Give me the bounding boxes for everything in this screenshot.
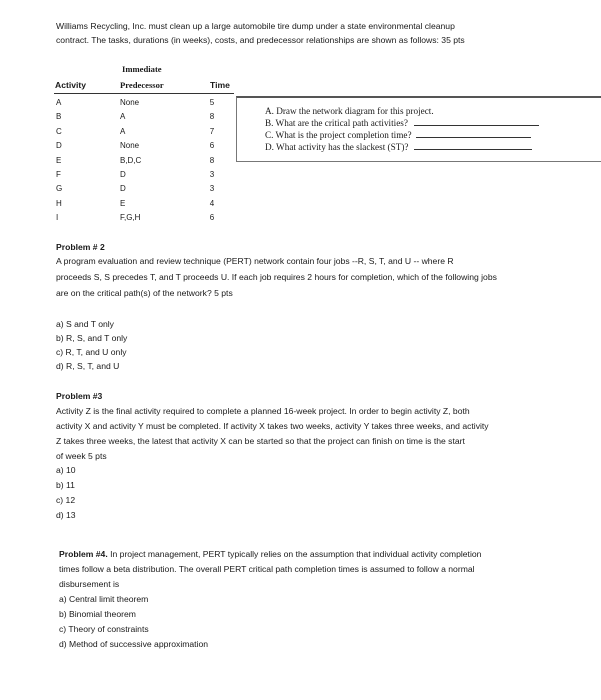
problem3-option-a: a) 10 <box>56 465 76 475</box>
problem3-option-b: b) 11 <box>56 480 75 490</box>
problem2-line3: are on the critical path(s) of the network? 5 pts <box>56 288 233 298</box>
table-cell-activity: D <box>56 141 62 151</box>
table-cell-time: 8 <box>209 155 215 165</box>
table-cell-time: 3 <box>209 170 215 179</box>
table-cell-activity: A <box>56 98 62 107</box>
table-cell-time: 5 <box>209 98 215 107</box>
table-header-rule <box>54 93 234 94</box>
problem3-title: Problem #3 <box>56 391 103 401</box>
problem2-option-b: b) R, S, and T only <box>56 333 128 343</box>
table-cell-activity: F <box>56 170 61 179</box>
problem4-line2: times follow a beta distribution. The overall PERT critical path completion times is assumed to follow a normal <box>59 564 475 574</box>
table-cell-predecessor: A <box>120 126 126 136</box>
problem1-intro-line1: Williams Recycling, Inc. must clean up a large automobile tire dump under a state environmental cleanup <box>56 21 455 31</box>
header-predecessor: Predecessor <box>120 80 164 90</box>
question-d: D. What activity has the slackest (ST)? <box>265 141 532 153</box>
question-a: A. Draw the network diagram for this project. <box>265 106 434 116</box>
problem4-line1: Problem #4. In project management, PERT typically relies on the assumption that individual activity completion <box>59 549 482 559</box>
table-cell-time: 4 <box>209 198 215 208</box>
table-cell-predecessor: None <box>120 141 140 151</box>
problem3-line4: of week 5 pts <box>56 451 107 461</box>
table-cell-predecessor: A <box>120 112 126 122</box>
table-cell-activity: G <box>56 184 63 194</box>
table-cell-predecessor: D <box>120 170 126 179</box>
problem2-option-d: d) R, S, T, and U <box>56 361 120 371</box>
problem2-title: Problem # 2 <box>56 242 105 252</box>
table-cell-predecessor: D <box>120 184 126 194</box>
problem2-line1: A program evaluation and review technique (PERT) network contain four jobs --R, S, T, and U -- where R <box>56 256 454 266</box>
problem2-option-a: a) S and T only <box>56 319 114 329</box>
answer-blank-d[interactable] <box>414 141 532 150</box>
table-cell-predecessor: E <box>120 198 126 208</box>
problem4-option-a: a) Central limit theorem <box>59 594 149 604</box>
table-cell-predecessor: None <box>120 98 140 107</box>
header-immediate: Immediate <box>122 64 162 74</box>
table-cell-time: 8 <box>209 112 215 122</box>
table-cell-predecessor: F,G,H <box>120 213 141 223</box>
problem4-option-d: d) Method of successive approximation <box>59 639 209 649</box>
answer-blank-c[interactable] <box>416 129 531 138</box>
table-cell-activity: E <box>56 155 62 165</box>
question-b: B. What are the critical path activities? <box>265 117 539 129</box>
question-c: C. What is the project completion time? <box>265 129 531 141</box>
problem4-title: Problem #4. <box>59 549 108 559</box>
table-cell-activity: I <box>56 213 59 223</box>
answer-blank-b[interactable] <box>414 117 539 126</box>
problem2-line2: proceeds S, S precedes T, and T proceeds U. If each job requires 2 hours for completion, which of the following jobs <box>56 272 497 282</box>
table-cell-time: 7 <box>209 126 215 136</box>
problem1-intro-line2: contract. The tasks, durations (in weeks), costs, and predecessor relationships are shown as follows: 35 pts <box>56 35 465 45</box>
table-cell-activity: B <box>56 112 62 122</box>
questions-box <box>236 96 601 162</box>
table-cell-time: 6 <box>209 141 215 151</box>
table-cell-activity: C <box>56 126 62 136</box>
problem3-option-d: d) 13 <box>56 510 76 520</box>
problem4-option-c: c) Theory of constraints <box>59 624 149 634</box>
table-cell-activity: H <box>56 198 62 208</box>
problem3-line3: Z takes three weeks, the latest that activity X can be started so that the project can finish on time is the start <box>56 436 465 446</box>
problem4-line3: disbursement is <box>59 579 120 589</box>
table-cell-time: 6 <box>209 213 215 223</box>
problem3-option-c: c) 12 <box>56 495 76 505</box>
table-cell-predecessor: B,D,C <box>120 155 142 165</box>
header-time: Time <box>210 80 230 90</box>
problem2-option-c: c) R, T, and U only <box>56 347 127 357</box>
problem3-line1: Activity Z is the final activity required to complete a planned 16-week project. In order to begin activity Z, both <box>56 406 470 416</box>
header-activity: Activity <box>55 80 87 90</box>
problem4-option-b: b) Binomial theorem <box>59 609 136 619</box>
problem3-line2: activity X and activity Y must be completed. If activity X takes two weeks, activity Y takes three weeks, and activity <box>56 421 489 431</box>
table-cell-time: 3 <box>209 184 215 194</box>
